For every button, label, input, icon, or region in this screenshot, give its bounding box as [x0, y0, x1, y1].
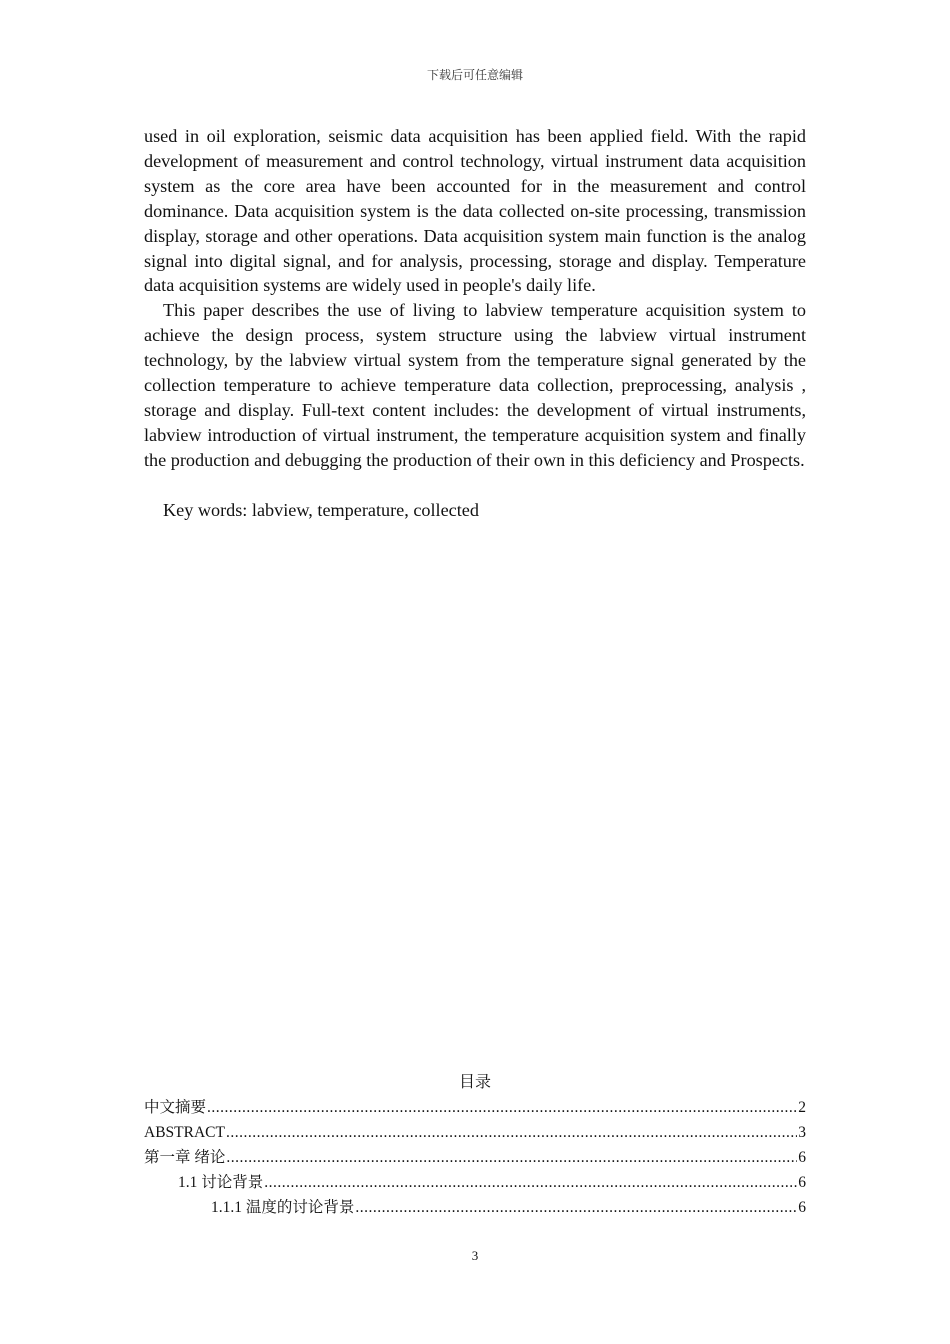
- toc-entry-page: 6: [798, 1149, 806, 1166]
- toc-dot-leader: [207, 1095, 797, 1120]
- keywords-line: Key words: labview, temperature, collected: [163, 499, 479, 520]
- toc-entry[interactable]: [144, 1145, 806, 1170]
- toc-title: 目录: [458, 1074, 491, 1091]
- toc-entry-label: 1.1.1 温度的讨论背景: [211, 1199, 355, 1216]
- toc-entry-page: 2: [798, 1099, 806, 1116]
- toc-entry[interactable]: [144, 1195, 806, 1220]
- toc-dot-leader: [226, 1120, 797, 1145]
- table-of-contents: [144, 1070, 806, 1220]
- page-number: 3: [471, 1248, 479, 1263]
- toc-entry-label: 1.1 讨论背景: [178, 1174, 264, 1191]
- toc-entry[interactable]: [144, 1120, 806, 1145]
- toc-entry-page: 6: [798, 1199, 806, 1216]
- toc-entry-label: 第一章 绪论: [144, 1149, 226, 1166]
- abstract-paragraph-2: This paper describes the use of living to labview temperature acquisition system to achieve the design process, system structure using the labview virtual instrument technology, by the labview virtual system from the temperature signal generated by the collection temperature to achieve temperature data collection, preprocessing, analysis , storage and display. Full-text content includes: the development of virtual instruments, labview introduction of virtual instrument, the temperature acquisition system and finally the production and debugging the production of their own in this deficiency and Prospects.: [144, 300, 806, 470]
- page-header: 下载后可任意编辑: [426, 68, 523, 82]
- toc-entry[interactable]: [144, 1095, 806, 1120]
- toc-entry-page: 6: [798, 1174, 806, 1191]
- toc-dot-leader: [355, 1195, 797, 1220]
- toc-entry-label: 中文摘要: [144, 1099, 207, 1116]
- toc-entry-page: 3: [798, 1124, 806, 1141]
- abstract-body: [144, 124, 806, 522]
- toc-entry-label: ABSTRACT: [144, 1124, 225, 1141]
- toc-entry[interactable]: [144, 1170, 806, 1195]
- toc-dot-leader: [264, 1170, 797, 1195]
- toc-dot-leader: [226, 1145, 797, 1170]
- abstract-paragraph-1: used in oil exploration, seismic data acquisition has been applied field. With the rapid development of measurement and control technology, virtual instrument data acquisition system as the core area have been accounted for in the measurement and control dominance. Data acquisition system is the data collected on-site processing, transmission display, storage and other operations. Data acquisition system main function is the analog signal into digital signal, and for analysis, processing, storage and display. Temperature data acquisition systems are widely used in people's daily life.: [144, 126, 806, 296]
